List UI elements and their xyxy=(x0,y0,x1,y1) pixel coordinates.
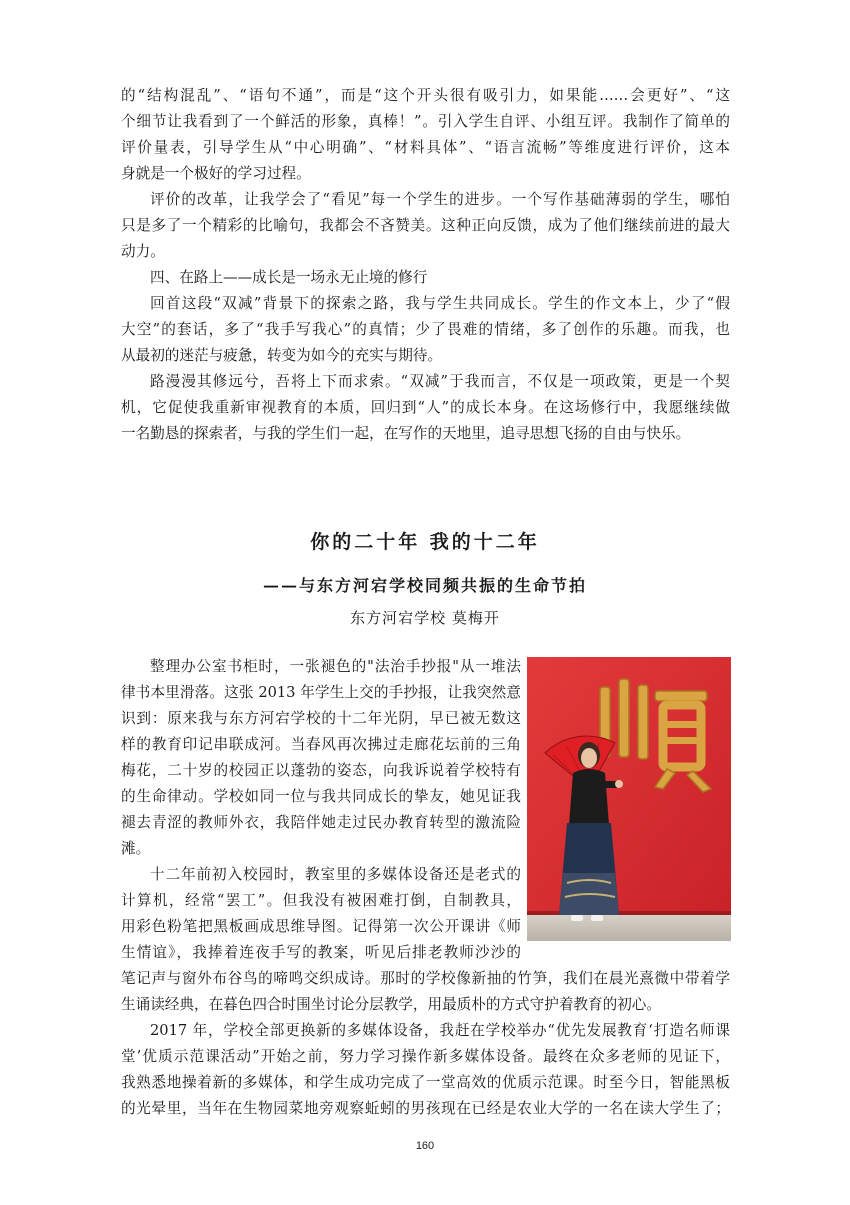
paragraph-line: 滩。 xyxy=(121,840,151,857)
paragraph-line: 我熟悉地操着新的多媒体，和学生成功完成了一堂高效的优质示范课。时至今日，智能黑板 xyxy=(121,1074,730,1091)
paragraph-line: 计算机，经常“罢工”。但我没有被困难打倒，自制教具， xyxy=(121,892,521,909)
paragraph-line: 样的教育印记串联成河。当春风再次拂过走廊花坛前的三角 xyxy=(121,736,521,753)
paragraph-line: 生情谊》，我捧着连夜手写的教案，听见后排老教师沙沙的 xyxy=(121,944,521,961)
paragraph-line: 笔记声与窗外布谷鸟的啼鸣交织成诗。那时的学校像新抽的竹笋，我们在晨光熹微中带着学 xyxy=(121,970,730,987)
paragraph-line: 评价量表，引导学生从“中心明确”、“材料具体”、“语言流畅”等维度进行评价，这本 xyxy=(121,139,730,156)
section-heading: 四、在路上——成长是一场永无止境的修行 xyxy=(150,269,428,286)
paragraph-line: 生诵读经典，在暮色四合时围坐讨论分层教学，用最质朴的方式守护着教育的初心。 xyxy=(121,996,661,1013)
paragraph-line: 十二年前初入校园时，教室里的多媒体设备还是老式的 xyxy=(150,866,521,883)
paragraph-line: 一名勤恳的探索者，与我的学生们一起，在写作的天地里，追寻思想飞扬的自由与快乐。 xyxy=(121,425,691,442)
paragraph-line: 的“结构混乱”、“语句不通”，而是“这个开头很有吸引力，如果能……会更好”、“这 xyxy=(121,87,730,104)
paragraph-line: 评价的改革，让我学会了“看见”每一个学生的进步。一个写作基础薄弱的学生，哪怕 xyxy=(150,191,730,208)
article-subtitle: ——与东方河宕学校同频共振的生命节拍 xyxy=(262,576,587,595)
paragraph-line: 的光晕里，当年在生物园菜地旁观察蚯蚓的男孩现在已经是农业大学的一名在读大学生了； xyxy=(121,1100,730,1117)
paragraph-line: 律书本里滑落。这张 2013 年学生上交的手抄报，让我突然意 xyxy=(121,684,521,701)
paragraph-line: 从最初的迷茫与疲惫，转变为如今的充实与期待。 xyxy=(121,347,443,364)
paragraph-line: 个细节让我看到了一个鲜活的形象，真棒！”。引入学生自评、小组互评。我制作了简单的 xyxy=(121,113,730,130)
paragraph-line: 回首这段“双减”背景下的探索之路，我与学生共同成长。学生的作文本上，少了“假 xyxy=(150,295,730,312)
photo-illustration xyxy=(527,657,731,941)
article-author: 东方河宕学校 莫梅开 xyxy=(350,609,500,627)
paragraph-line: 堂’优质示范课活动”开始之前，努力学习操作新多媒体设备。最终在众多老师的见证下， xyxy=(121,1048,730,1065)
paragraph-line: 2017 年，学校全部更换新的多媒体设备，我赶在学校举办“优先发展教育‘打造名师课 xyxy=(150,1022,730,1039)
paragraph-line: 整理办公室书柜时，一张褪色的"法治手抄报"从一堆法 xyxy=(150,658,521,675)
paragraph-line: 褪去青涩的教师外衣，我陪伴她走过民办教育转型的激流险 xyxy=(121,814,521,831)
page-number: 160 xyxy=(415,1140,435,1152)
paragraph-line: 动力。 xyxy=(121,243,165,260)
author-photo xyxy=(527,657,731,941)
paragraph-line: 大空”的套话，多了“我手写我心”的真情；少了畏难的情绪，多了创作的乐趣。而我，也 xyxy=(121,321,730,338)
paragraph-line: 梅花，二十岁的校园正以蓬勃的姿态，向我诉说着学校特有 xyxy=(121,762,521,779)
paragraph-line: 身就是一个极好的学习过程。 xyxy=(121,165,311,182)
paragraph-line: 识到：原来我与东方河宕学校的十二年光阴，早已被无数这 xyxy=(121,710,521,727)
article-title: 你的二十年 我的十二年 xyxy=(310,531,540,553)
paragraph-line: 的生命律动。学校如同一位与我共同成长的挚友，她见证我 xyxy=(121,788,521,805)
paragraph-line: 机，它促使我重新审视教育的本质，回归到“人”的成长本身。在这场修行中，我愿继续做 xyxy=(121,399,730,416)
paragraph-line: 只是多了一个精彩的比喻句，我都会不吝赞美。这种正向反馈，成为了他们继续前进的最大 xyxy=(121,217,730,234)
paragraph-line: 路漫漫其修远兮，吾将上下而求索。“双减”于我而言，不仅是一项政策，更是一个契 xyxy=(150,373,730,390)
paragraph-line: 用彩色粉笔把黑板画成思维导图。记得第一次公开课讲《师 xyxy=(121,918,521,935)
